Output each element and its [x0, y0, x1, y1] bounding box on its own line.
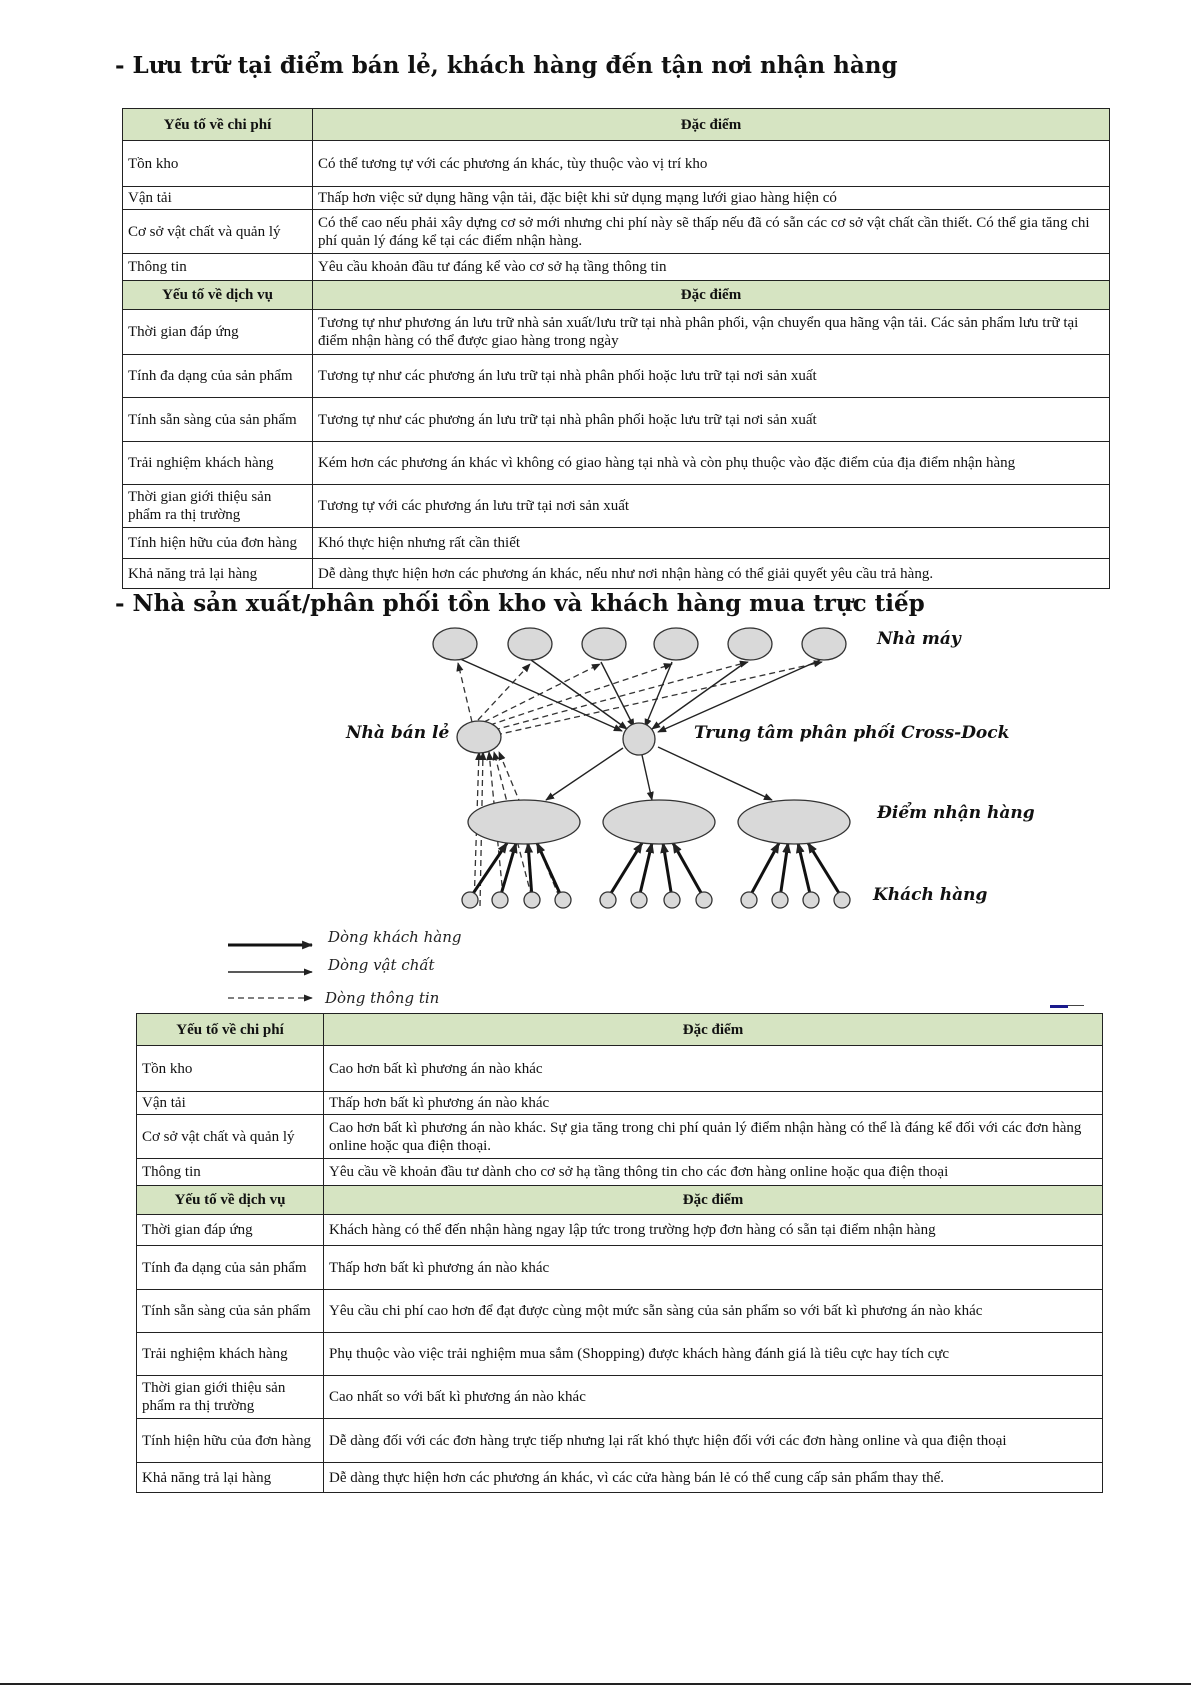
customer-node — [524, 892, 540, 908]
section2-heading: - Nhà sản xuất/phân phối tồn kho và khách hàng mua trực tiếp — [115, 590, 925, 617]
crossdock-label: Trung tâm phân phối Cross-Dock — [694, 723, 1010, 743]
retailer-label: Nhà bán lẻ — [346, 723, 450, 743]
customer-flow-arrows — [470, 843, 842, 898]
factory-node — [728, 628, 772, 660]
table-row — [137, 1333, 1103, 1376]
description-cell: Cao hơn bất kì phương án nào khác — [324, 1046, 1103, 1092]
customer-node — [664, 892, 680, 908]
factor-cell: Tính đa dạng của sản phẩm — [123, 355, 313, 398]
description-cell: Phụ thuộc vào việc trải nghiệm mua sắm (Shopping) được khách hàng đánh giá là tiêu cực hay tích cực — [324, 1333, 1103, 1376]
table-row — [137, 1046, 1103, 1092]
description-cell: Thấp hơn bất kì phương án nào khác — [324, 1246, 1103, 1290]
header-cell: Yếu tố về chi phí — [137, 1014, 324, 1046]
table-header-row — [137, 1186, 1103, 1215]
crossdock-node — [623, 723, 655, 755]
factor-cell: Thông tin — [123, 254, 313, 281]
header-cell: Yếu tố về chi phí — [123, 109, 313, 141]
factor-cell: Thời gian đáp ứng — [137, 1215, 324, 1246]
factory-node — [433, 628, 477, 660]
description-cell: Kém hơn các phương án khác vì không có giao hàng tại nhà và còn phụ thuộc vào đặc điểm của địa điểm nhận hàng — [313, 442, 1110, 485]
table-row — [137, 1290, 1103, 1333]
description-cell: Tương tự với các phương án lưu trữ tại nơi sản xuất — [313, 485, 1110, 528]
table-row — [137, 1376, 1103, 1419]
factor-cell: Vận tải — [123, 187, 313, 210]
factor-cell: Cơ sở vật chất và quản lý — [123, 210, 313, 254]
section1-heading: - Lưu trữ tại điểm bán lẻ, khách hàng đến tận nơi nhận hàng — [115, 52, 898, 79]
customer-node — [631, 892, 647, 908]
section2-table — [136, 1013, 1103, 1493]
customer-node — [834, 892, 850, 908]
factor-cell: Tồn kho — [123, 141, 313, 187]
legend-material-flow-label: Dòng vật chất — [328, 956, 435, 974]
retailer-node — [457, 721, 501, 753]
customer-label: Khách hàng — [873, 885, 988, 905]
table-row — [137, 1246, 1103, 1290]
factory-node — [802, 628, 846, 660]
factory-node — [654, 628, 698, 660]
pickup-point-node — [468, 800, 580, 844]
header-cell: Đặc điểm — [324, 1186, 1103, 1215]
description-cell: Khách hàng có thể đến nhận hàng ngay lập tức trong trường hợp đơn hàng có sẵn tại điểm nhận hàng — [324, 1215, 1103, 1246]
factor-cell: Tính hiện hữu của đơn hàng — [123, 528, 313, 559]
legend-customer-flow-label: Dòng khách hàng — [328, 928, 462, 946]
description-cell: Cao nhất so với bất kì phương án nào khác — [324, 1376, 1103, 1419]
factor-cell: Khả năng trả lại hàng — [137, 1463, 324, 1493]
factor-cell: Thời gian đáp ứng — [123, 310, 313, 355]
description-cell: Thấp hơn bất kì phương án nào khác — [324, 1092, 1103, 1115]
description-cell: Dễ dàng đối với các đơn hàng trực tiếp nhưng lại rất khó thực hiện đối với các đơn hàng online và qua điện thoại — [324, 1419, 1103, 1463]
table-row — [137, 1215, 1103, 1246]
factor-cell: Tính sẵn sàng của sản phẩm — [123, 398, 313, 442]
factory-label: Nhà máy — [877, 629, 961, 649]
description-cell: Tương tự như các phương án lưu trữ tại nhà phân phối hoặc lưu trữ tại nơi sản xuất — [313, 398, 1110, 442]
table-row — [137, 1092, 1103, 1115]
information-flow-arrows — [458, 662, 822, 906]
factory-node — [508, 628, 552, 660]
factor-cell: Vận tải — [137, 1092, 324, 1115]
table-row — [137, 1419, 1103, 1463]
pickup-point-node — [603, 800, 715, 844]
factor-cell: Thời gian giới thiệu sản phẩm ra thị trường — [137, 1376, 324, 1419]
customer-node — [555, 892, 571, 908]
description-cell: Yêu cầu khoản đầu tư đáng kể vào cơ sở hạ tầng thông tin — [313, 254, 1110, 281]
description-cell: Có thể cao nếu phải xây dựng cơ sở mới nhưng chi phí này sẽ thấp nếu đã có sẵn các cơ sở vật chất cần thiết. Có thể gia tăng chi phí quản lý đáng kể tại các điểm nhận hàng. — [313, 210, 1110, 254]
factor-cell: Trải nghiệm khách hàng — [137, 1333, 324, 1376]
description-cell: Tương tự như phương án lưu trữ nhà sản xuất/lưu trữ tại nhà phân phối, vận chuyển qua hãng vận tải. Các sản phẩm lưu trữ tại điểm nhận hàng có thể được giao hàng trong ngày — [313, 310, 1110, 355]
factor-cell: Trải nghiệm khách hàng — [123, 442, 313, 485]
table-row — [137, 1463, 1103, 1493]
description-cell: Yêu cầu chi phí cao hơn để đạt được cùng một mức sẵn sàng của sản phẩm so với bất kì phương án nào khác — [324, 1290, 1103, 1333]
pickup-point-label: Điểm nhận hàng — [877, 803, 1035, 823]
decorative-mark — [1050, 1005, 1084, 1009]
description-cell: Tương tự như các phương án lưu trữ tại nhà phân phối hoặc lưu trữ tại nơi sản xuất — [313, 355, 1110, 398]
header-cell: Đặc điểm — [324, 1014, 1103, 1046]
description-cell: Có thể tương tự với các phương án khác, tùy thuộc vào vị trí kho — [313, 141, 1110, 187]
factor-cell: Khả năng trả lại hàng — [123, 559, 313, 589]
description-cell: Yêu cầu về khoản đầu tư dành cho cơ sở hạ tầng thông tin cho các đơn hàng online hoặc qua điện thoại — [324, 1159, 1103, 1186]
description-cell: Khó thực hiện nhưng rất cần thiết — [313, 528, 1110, 559]
header-cell: Yếu tố về dịch vụ — [123, 281, 313, 310]
description-cell: Cao hơn bất kì phương án nào khác. Sự gia tăng trong chi phí quản lý điểm nhận hàng có thể là đáng kể đối với các đơn hàng online hoặc qua điện thoại. — [324, 1115, 1103, 1159]
legend-information-flow-label: Dòng thông tin — [325, 989, 440, 1007]
customer-node — [696, 892, 712, 908]
header-cell: Đặc điểm — [313, 281, 1110, 310]
customer-node — [492, 892, 508, 908]
customer-node — [803, 892, 819, 908]
factor-cell: Tính sẵn sàng của sản phẩm — [137, 1290, 324, 1333]
customer-node — [741, 892, 757, 908]
table-row — [137, 1159, 1103, 1186]
table-row — [137, 1115, 1103, 1159]
factory-node — [582, 628, 626, 660]
factor-cell: Thời gian giới thiệu sản phẩm ra thị trường — [123, 485, 313, 528]
header-cell: Đặc điểm — [313, 109, 1110, 141]
pickup-point-node — [738, 800, 850, 844]
customer-node — [462, 892, 478, 908]
factor-cell: Tính hiện hữu của đơn hàng — [137, 1419, 324, 1463]
description-cell: Dễ dàng thực hiện hơn các phương án khác, nếu như nơi nhận hàng có thể giải quyết yêu cầu trả hàng. — [313, 559, 1110, 589]
description-cell: Dễ dàng thực hiện hơn các phương án khác, vì các cửa hàng bán lẻ có thể cung cấp sản phẩm thay thế. — [324, 1463, 1103, 1493]
customer-node — [600, 892, 616, 908]
factor-cell: Cơ sở vật chất và quản lý — [137, 1115, 324, 1159]
factor-cell: Thông tin — [137, 1159, 324, 1186]
description-cell: Thấp hơn việc sử dụng hãng vận tải, đặc biệt khi sử dụng mạng lưới giao hàng hiện có — [313, 187, 1110, 210]
customer-node — [772, 892, 788, 908]
factor-cell: Tồn kho — [137, 1046, 324, 1092]
table-header-row — [137, 1014, 1103, 1046]
diagram-legend — [228, 928, 461, 1007]
header-cell: Yếu tố về dịch vụ — [137, 1186, 324, 1215]
factor-cell: Tính đa dạng của sản phẩm — [137, 1246, 324, 1290]
